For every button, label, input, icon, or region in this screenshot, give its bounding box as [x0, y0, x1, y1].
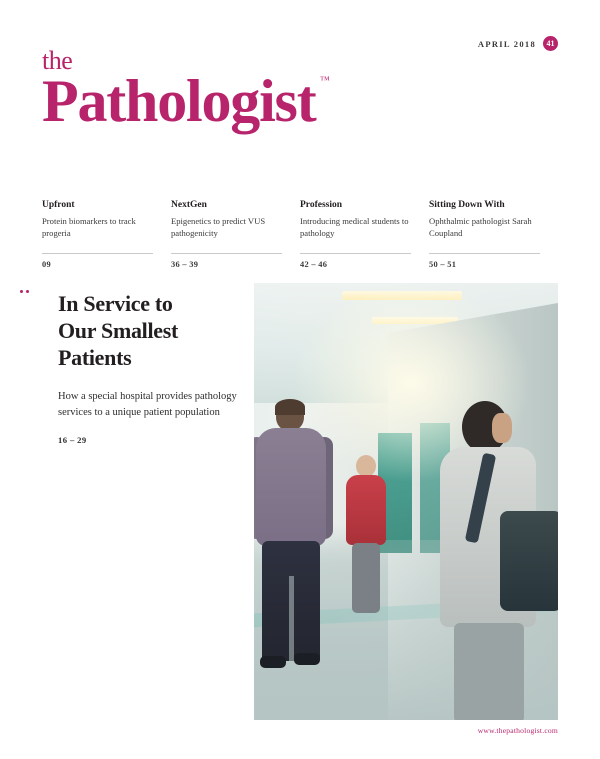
teaser-description: Epigenetics to predict VUS pathogenicity: [171, 216, 266, 239]
person-walking-away: [242, 401, 338, 691]
logo-the-text: the: [42, 46, 73, 75]
teaser-pages: 50 – 51: [429, 260, 457, 269]
decorative-dots: [20, 290, 29, 293]
trademark-symbol: ™: [319, 75, 329, 86]
teaser-divider: [300, 253, 411, 254]
teaser-description: Protein biomarkers to track progeria: [42, 216, 136, 239]
issue-date: APRIL 2018: [477, 38, 536, 49]
person-in-red: [342, 455, 390, 615]
teaser-item[interactable]: [429, 200, 558, 269]
teaser-description: Introducing medical students to pathology: [300, 216, 409, 239]
cover-title-line-1: In Service to: [58, 291, 173, 316]
teaser-item[interactable]: [171, 200, 300, 269]
cover-subtitle: How a special hospital provides pathology services to a unique patient population: [58, 391, 237, 419]
cover-title-line-3: Patients: [58, 344, 132, 370]
teaser-description: Ophthalmic pathologist Sarah Coupland: [429, 216, 532, 239]
cover-title-line-2: Our Smallest: [58, 317, 179, 343]
cover-image-block: [42, 283, 558, 720]
masthead-logo: [42, 48, 462, 133]
teaser-divider: [171, 253, 282, 254]
teaser-title: NextGen: [171, 200, 207, 210]
dot-icon: [20, 290, 23, 293]
person-with-bag: [418, 401, 558, 720]
logo-title-word: Pathologist: [42, 68, 316, 134]
issue-number-badge: [543, 36, 558, 51]
teaser-title: Profession: [300, 200, 343, 210]
logo-title-text: [42, 68, 329, 134]
dot-icon: [26, 290, 29, 293]
teaser-divider: [429, 253, 540, 254]
issue-header: [478, 36, 558, 51]
teaser-title: Sitting Down With: [429, 200, 505, 210]
teaser-item[interactable]: [42, 200, 171, 269]
footer-website-url[interactable]: www.thepathologist.com: [477, 726, 558, 735]
cover-headline-block: [58, 291, 248, 445]
teaser-pages: 36 – 39: [171, 260, 199, 269]
cover-pages: 16 – 29: [58, 434, 87, 445]
teaser-row: [42, 200, 558, 269]
teaser-pages: 09: [42, 260, 51, 269]
issue-number: 41: [546, 39, 555, 48]
teaser-pages: 42 – 46: [300, 260, 328, 269]
teaser-title: Upfront: [42, 200, 75, 210]
teaser-divider: [42, 253, 153, 254]
cover-title: [58, 291, 248, 371]
teaser-item[interactable]: [300, 200, 429, 269]
